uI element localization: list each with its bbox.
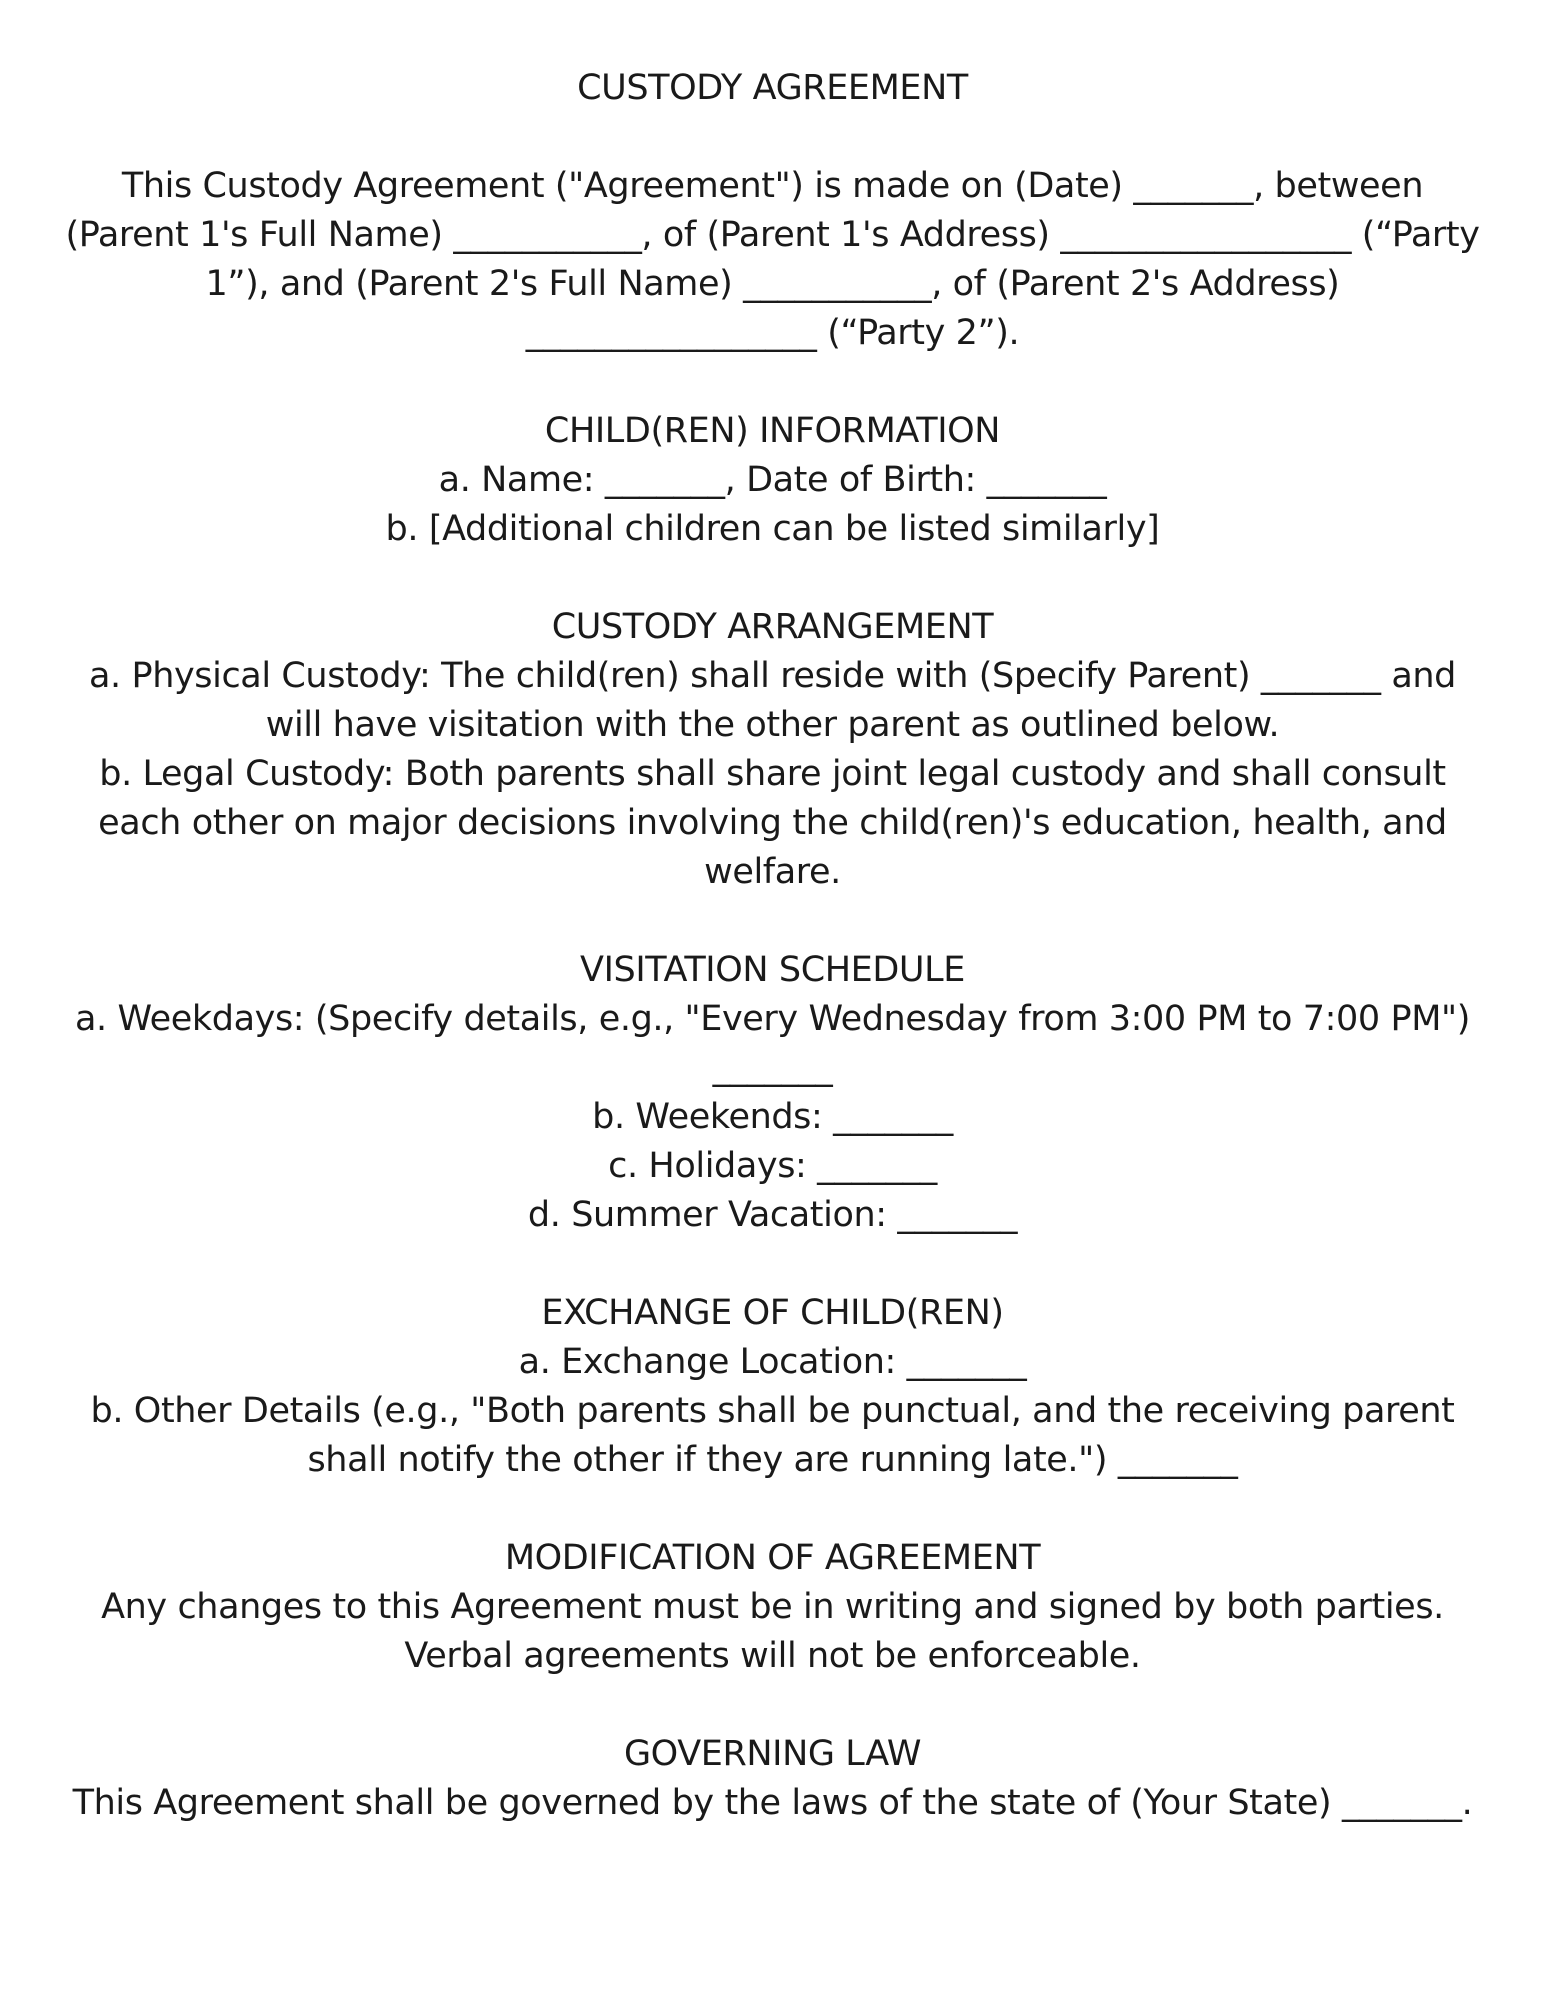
spacer xyxy=(60,1485,1485,1534)
child-a-line: a. Name: _______, Date of Birth: _______ xyxy=(438,460,1107,500)
spacer xyxy=(60,1681,1485,1730)
exchange-location-line: a. Exchange Location: _______ xyxy=(518,1342,1027,1382)
governing-law-section xyxy=(60,1730,1485,1828)
modification-heading: MODIFICATION OF AGREEMENT xyxy=(504,1538,1041,1578)
spacer xyxy=(60,554,1485,603)
custody-heading: CUSTODY ARRANGEMENT xyxy=(551,607,994,647)
visitation-heading: VISITATION SCHEDULE xyxy=(580,950,965,990)
physical-custody-clause: a. Physical Custody: The child(ren) shall reside with (Specify Parent) _______ and will have visitation with the other parent as outlined below. xyxy=(88,656,1456,745)
weekends-line: b. Weekends: _______ xyxy=(592,1097,953,1137)
custody-agreement-document xyxy=(60,64,1485,1828)
document-title: CUSTODY AGREEMENT xyxy=(577,68,968,108)
visitation-schedule-section xyxy=(60,946,1485,1240)
child-b-line: b. [Additional children can be listed similarly] xyxy=(385,509,1160,549)
holidays-line: c. Holidays: _______ xyxy=(608,1146,937,1186)
spacer xyxy=(60,1240,1485,1289)
exchange-section xyxy=(60,1289,1485,1485)
spacer xyxy=(60,113,1485,162)
custody-arrangement-section xyxy=(60,603,1485,897)
modification-text: Any changes to this Agreement must be in writing and signed by both parties. Verbal agreements will not be enforceable. xyxy=(101,1587,1444,1676)
children-information-section xyxy=(60,407,1485,554)
weekdays-line: a. Weekdays: (Specify details, e.g., "Every Wednesday from 3:00 PM to 7:00 PM") _______ xyxy=(75,999,1470,1088)
exchange-heading: EXCHANGE OF CHILD(REN) xyxy=(541,1293,1004,1333)
governing-law-text: This Agreement shall be governed by the laws of the state of (Your State) _______. xyxy=(72,1783,1473,1823)
exchange-other-details: b. Other Details (e.g., "Both parents shall be punctual, and the receiving parent shall notify the other if they are running late.") _______ xyxy=(90,1391,1455,1480)
summer-vacation-line: d. Summer Vacation: _______ xyxy=(527,1195,1018,1235)
governing-law-heading: GOVERNING LAW xyxy=(623,1734,922,1774)
spacer xyxy=(60,358,1485,407)
legal-custody-clause: b. Legal Custody: Both parents shall share joint legal custody and shall consult each other on major decisions involving the child(ren)'s education, health, and welfare. xyxy=(98,754,1447,892)
modification-section xyxy=(60,1534,1485,1681)
intro-paragraph: This Custody Agreement ("Agreement") is made on (Date) _______, between (Parent 1's Full Name) ___________, of (Parent 1's Address) _________________ (“Party 1”), and (Parent 2's Full Name) ___________, of (Parent 2's Address) _________________ (“Party 2”). xyxy=(65,166,1480,353)
children-heading: CHILD(REN) INFORMATION xyxy=(544,411,1001,451)
spacer xyxy=(60,897,1485,946)
